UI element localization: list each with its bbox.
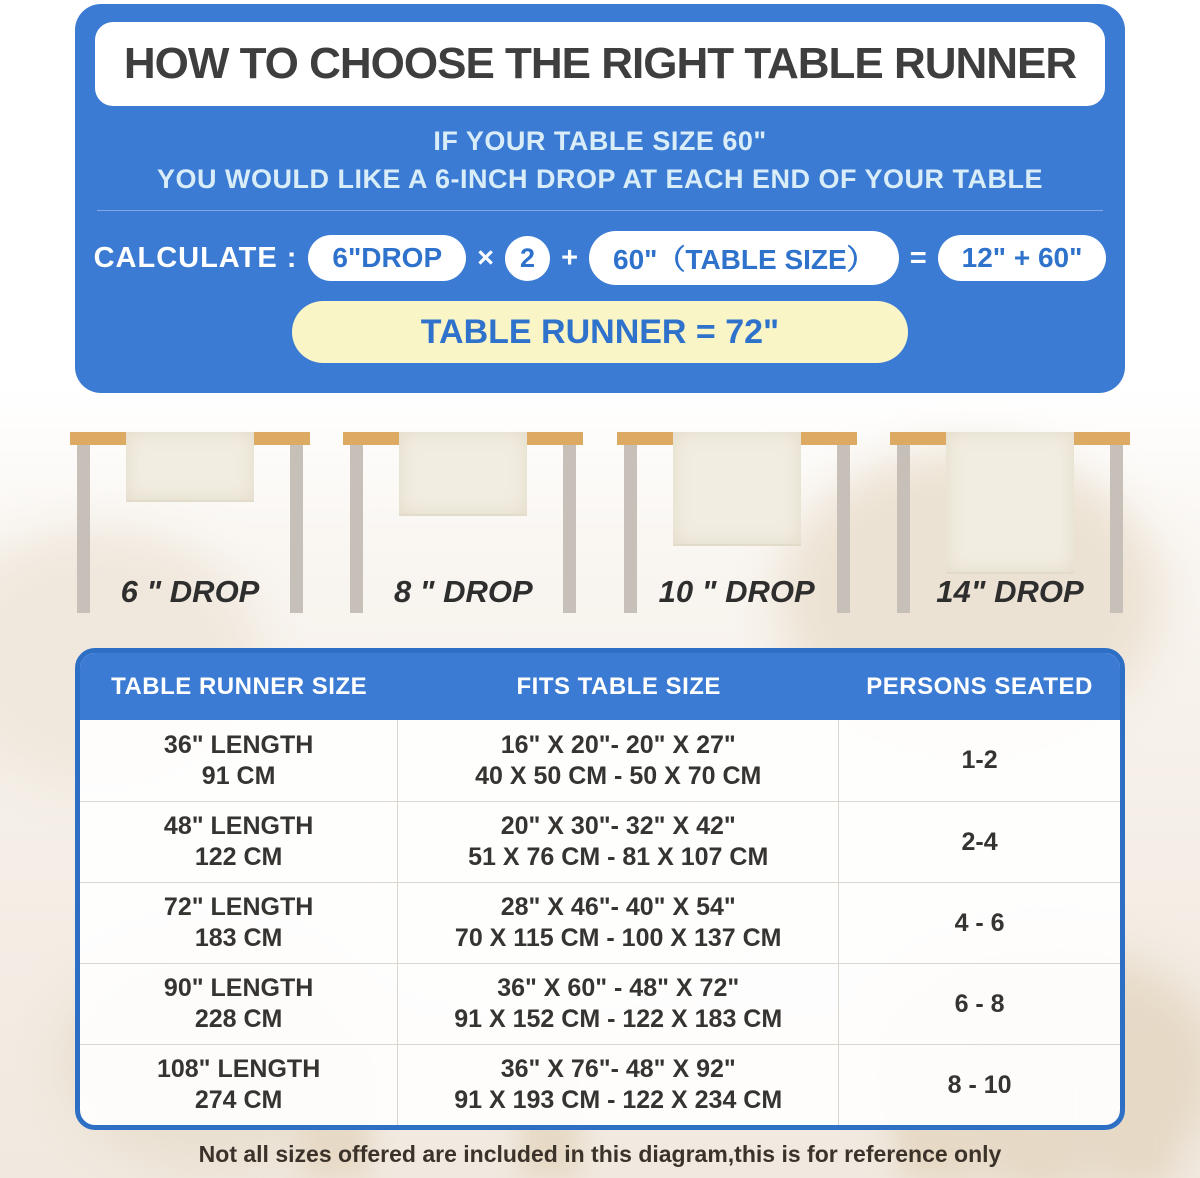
- runner-size-cell: [80, 1045, 398, 1125]
- runner-size-cm: 228 CM: [194, 1005, 283, 1033]
- equals-sign: =: [909, 241, 927, 274]
- table-figure-14-drop: [890, 424, 1130, 636]
- table-row: [80, 963, 1120, 1044]
- fits-size-inches: 36" X 76"- 48" X 92": [500, 1055, 736, 1083]
- calculate-label: CALCULATE :: [93, 241, 298, 274]
- sum-pill: 12" + 60": [938, 235, 1107, 281]
- table-figure-6-drop: [70, 424, 310, 636]
- runner-size-inches: 36" LENGTH: [163, 730, 314, 759]
- table-row: [80, 801, 1120, 882]
- times-sign: ×: [477, 241, 495, 274]
- persons-cell: [839, 964, 1120, 1044]
- table-runner-cloth: [673, 432, 801, 546]
- calculation-row: [75, 232, 1125, 284]
- column-header-persons-seated: PERSONS SEATED: [866, 672, 1093, 700]
- runner-size-cm: 274 CM: [194, 1086, 283, 1114]
- fits-size-cm: 70 X 115 CM - 100 X 137 CM: [454, 924, 782, 952]
- multiplier-circle: 2: [505, 236, 550, 281]
- persons-cell: [839, 1045, 1120, 1125]
- size-chart-header: [80, 653, 1120, 720]
- fits-size-cell: [398, 720, 839, 801]
- runner-size-cell: [80, 720, 398, 801]
- persons-value: 1-2: [961, 746, 998, 774]
- title-banner: [95, 22, 1105, 106]
- fits-size-inches: 20" X 30"- 32" X 42": [500, 812, 736, 840]
- column-header-runner-size: TABLE RUNNER SIZE: [111, 672, 368, 700]
- persons-value: 6 - 8: [954, 989, 1005, 1018]
- subtitle-line-1: IF YOUR TABLE SIZE 60": [433, 126, 767, 156]
- table-row: [80, 720, 1120, 801]
- fits-size-cell: [398, 964, 839, 1044]
- column-header-fits-table-size: FITS TABLE SIZE: [516, 672, 721, 700]
- fits-size-inches: 16" X 20"- 20" X 27": [500, 730, 736, 759]
- fits-size-cell: [398, 1045, 839, 1125]
- footnote: Not all sizes offered are included in this diagram,this is for reference only: [198, 1141, 1002, 1167]
- runner-size-cm: 183 CM: [194, 924, 283, 952]
- persons-value: 2-4: [961, 827, 998, 856]
- persons-cell: [839, 802, 1120, 882]
- fits-size-cell: [398, 883, 839, 963]
- runner-size-inches: 48" LENGTH: [163, 812, 314, 840]
- persons-cell: [839, 883, 1120, 963]
- result-pill: TABLE RUNNER = 72": [292, 301, 908, 363]
- drop-label: 8 " DROP: [393, 574, 533, 609]
- table-figure-10-drop: [617, 424, 857, 636]
- persons-value: 8 - 10: [947, 1070, 1012, 1099]
- drop-illustrations-row: [70, 424, 1130, 636]
- table-row: [80, 1044, 1120, 1125]
- drop-label: 14" DROP: [936, 574, 1084, 609]
- divider-line: [97, 210, 1103, 211]
- runner-size-inches: 90" LENGTH: [163, 974, 314, 1002]
- page-title: HOW TO CHOOSE THE RIGHT TABLE RUNNER: [123, 39, 1077, 88]
- runner-size-cm: 91 CM: [201, 761, 276, 790]
- fits-size-cm: 91 X 152 CM - 122 X 183 CM: [454, 1005, 783, 1033]
- runner-size-cm: 122 CM: [194, 843, 283, 871]
- runner-size-inches: 108" LENGTH: [156, 1055, 321, 1083]
- persons-cell: [839, 720, 1120, 801]
- persons-value: 4 - 6: [954, 908, 1005, 937]
- drop-value-pill: 6"DROP: [308, 235, 466, 281]
- size-chart-panel: [75, 648, 1125, 1130]
- runner-size-cell: [80, 802, 398, 882]
- runner-size-cell: [80, 883, 398, 963]
- fits-size-cell: [398, 802, 839, 882]
- fits-size-cm: 91 X 193 CM - 122 X 234 CM: [454, 1086, 783, 1114]
- fits-size-inches: 36" X 60" - 48" X 72": [497, 974, 740, 1002]
- runner-size-cell: [80, 964, 398, 1044]
- fits-size-cm: 51 X 76 CM - 81 X 107 CM: [468, 843, 769, 871]
- drop-label: 10 " DROP: [658, 574, 815, 609]
- table-size-pill: 60"（TABLE SIZE）: [589, 231, 899, 285]
- instruction-panel: [75, 4, 1125, 393]
- plus-sign: +: [561, 241, 578, 274]
- fits-size-cm: 40 X 50 CM - 50 X 70 CM: [475, 761, 762, 790]
- drop-label: 6 " DROP: [120, 574, 260, 609]
- table-row: [80, 882, 1120, 963]
- runner-size-inches: 72" LENGTH: [163, 893, 314, 921]
- size-chart-body: [80, 720, 1120, 1125]
- table-figure-8-drop: [343, 424, 583, 636]
- subtitle-line-2: YOU WOULD LIKE A 6-INCH DROP AT EACH END OF YOUR TABLE: [156, 164, 1044, 194]
- table-runner-cloth: [126, 432, 254, 502]
- table-runner-cloth: [946, 432, 1074, 574]
- table-runner-cloth: [399, 432, 527, 516]
- fits-size-inches: 28" X 46"- 40" X 54": [500, 893, 736, 921]
